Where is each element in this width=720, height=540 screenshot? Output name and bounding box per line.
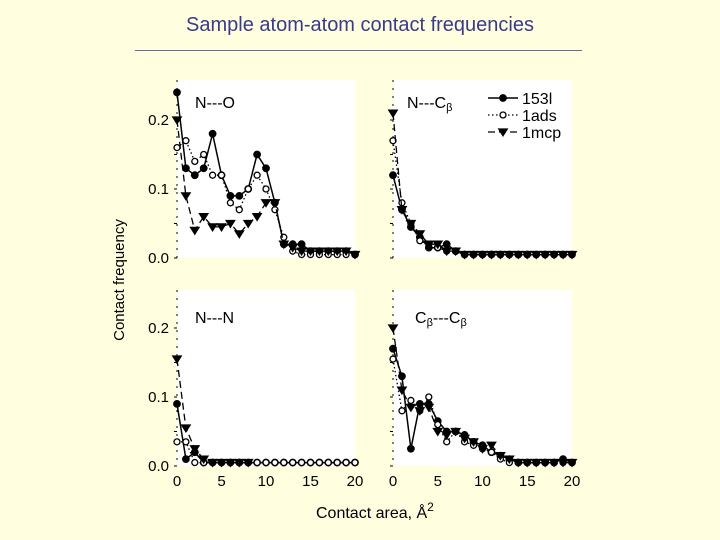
data-point xyxy=(299,460,305,466)
data-point xyxy=(227,200,233,206)
y-tick-label: 0.1 xyxy=(148,389,169,406)
data-point xyxy=(236,193,243,200)
data-point xyxy=(183,456,190,463)
chart-title: Sample atom-atom contact frequencies xyxy=(186,14,534,36)
data-point xyxy=(390,345,397,352)
x-tick-label: 15 xyxy=(518,473,536,490)
data-point xyxy=(443,241,450,248)
x-tick-label: 5 xyxy=(433,473,442,490)
data-point xyxy=(183,165,190,172)
y-tick-label: 0.2 xyxy=(148,320,169,337)
x-tick-label: 10 xyxy=(474,473,491,490)
data-point xyxy=(290,460,296,466)
data-point xyxy=(254,460,260,466)
data-point xyxy=(325,460,331,466)
data-point xyxy=(254,151,261,158)
data-point xyxy=(219,172,225,178)
y-tick-label: 0.0 xyxy=(148,458,169,475)
data-point xyxy=(192,460,198,466)
y-tick-label: 0.2 xyxy=(148,112,169,129)
data-point xyxy=(399,408,405,414)
data-point xyxy=(236,207,242,213)
legend-label: 1ads xyxy=(522,108,557,125)
data-point xyxy=(408,397,414,403)
data-point xyxy=(183,138,189,144)
data-point xyxy=(263,186,269,192)
data-point xyxy=(174,89,181,96)
data-point xyxy=(308,460,314,466)
chart-panel xyxy=(173,290,359,467)
legend-label: 153l xyxy=(522,91,553,108)
data-point xyxy=(210,172,216,178)
panel-label: Cβ---Cβ xyxy=(415,310,467,329)
data-point xyxy=(272,460,278,466)
chart-panel xyxy=(173,80,360,259)
x-tick-label: 10 xyxy=(257,473,275,490)
data-point xyxy=(174,439,180,445)
x-tick-label: 20 xyxy=(563,473,581,490)
data-point xyxy=(174,145,180,151)
data-point xyxy=(191,172,198,179)
panel-label: N---O xyxy=(195,95,235,112)
data-point xyxy=(343,460,349,466)
data-point xyxy=(298,241,305,248)
data-point xyxy=(209,130,216,137)
data-point xyxy=(316,460,322,466)
legend-label: 1mcp xyxy=(522,125,562,142)
panel-label: N---N xyxy=(195,310,235,327)
data-point xyxy=(408,445,415,452)
data-point xyxy=(426,394,432,400)
data-point xyxy=(390,356,396,362)
legend-marker xyxy=(500,112,506,118)
y-axis-label: Contact frequency xyxy=(111,219,128,341)
data-point xyxy=(245,186,251,192)
x-tick-label: 0 xyxy=(172,473,182,490)
data-point xyxy=(183,439,189,445)
x-tick-label: 20 xyxy=(346,473,364,490)
data-point xyxy=(263,460,269,466)
data-point xyxy=(254,172,260,178)
x-tick-label: 5 xyxy=(217,473,226,490)
data-point xyxy=(334,460,340,466)
x-tick-label: 15 xyxy=(302,473,319,490)
data-point xyxy=(227,193,234,200)
chart-panel xyxy=(389,290,577,467)
data-point xyxy=(192,158,198,164)
legend-marker xyxy=(500,95,507,102)
data-point xyxy=(281,460,287,466)
data-point xyxy=(390,172,397,179)
x-tick-label: 0 xyxy=(388,473,398,490)
data-point xyxy=(174,401,181,408)
data-point xyxy=(200,165,207,172)
data-point xyxy=(352,460,358,466)
y-tick-label: 0.1 xyxy=(148,181,169,198)
data-point xyxy=(263,165,270,172)
data-point xyxy=(201,152,207,158)
x-axis-label: Contact area, $Å^2$ xyxy=(316,500,434,522)
panel-label: N---Cβ xyxy=(407,95,453,114)
y-tick-label: 0.0 xyxy=(148,250,169,267)
